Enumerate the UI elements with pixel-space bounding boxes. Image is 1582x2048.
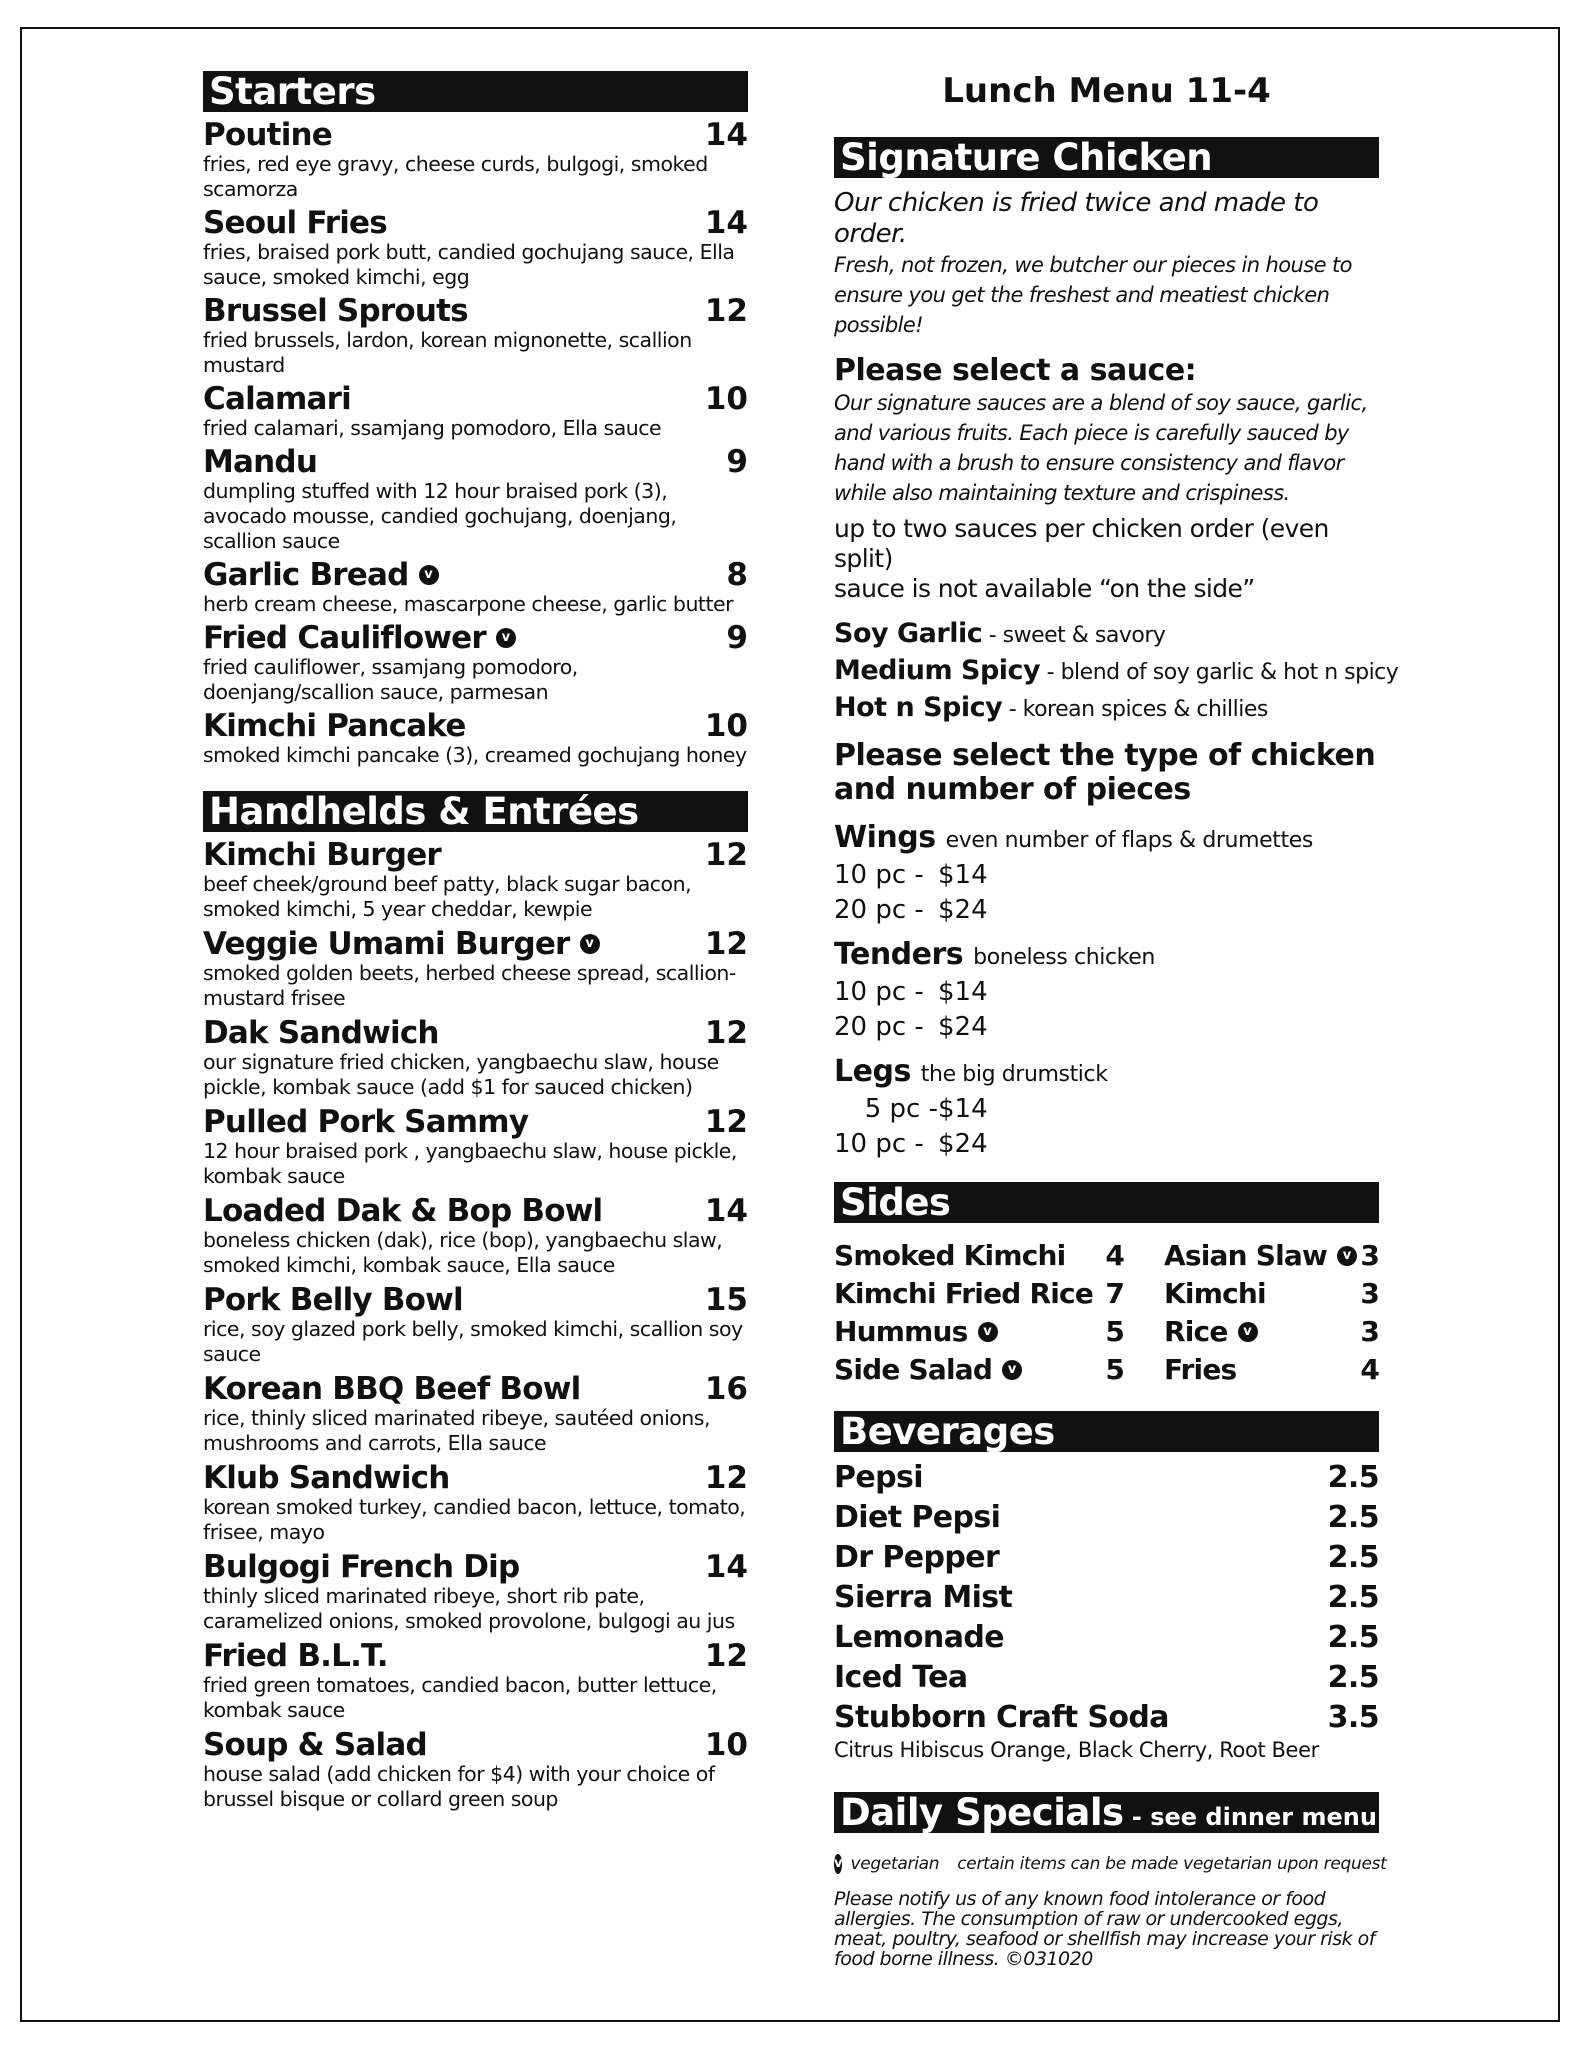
menu-item-name: [203, 1372, 748, 1406]
beverages-header: Beverages: [834, 1411, 1379, 1452]
menu-item: [203, 1105, 748, 1189]
menu-item-name: [203, 558, 748, 592]
menu-item-description: smoked golden beets, herbed cheese spread, scallion-mustard frisee: [203, 961, 736, 1010]
menu-item-description: dumpling stuffed with 12 hour braised pork (3), avocado mousse, candied gochujang, doenjang, scallion sauce: [203, 479, 677, 553]
piece-price: $14: [938, 1094, 988, 1124]
menu-item-description: rice, soy glazed pork belly, smoked kimchi, scallion soy sauce: [203, 1317, 743, 1366]
signature-intro-headline: Our chicken is fried twice and made to order.: [834, 188, 1319, 249]
daily-specials-title: Daily Specials: [840, 1792, 1124, 1833]
menu-item: [203, 1639, 748, 1723]
piece-option: [834, 1092, 1379, 1127]
beverage-item: [834, 1698, 1379, 1738]
chicken-type-heading: [834, 938, 1379, 975]
menu-item-name: [203, 838, 748, 872]
menu-item-description: fries, red eye gravy, cheese curds, bulgogi, smoked scamorza: [203, 152, 708, 201]
chicken-type: [834, 821, 1379, 928]
vegetarian-legend: [834, 1853, 1387, 1875]
menu-item-description: fries, braised pork butt, candied gochujang sauce, Ella sauce, smoked kimchi, egg: [203, 240, 735, 289]
sides-header: Sides: [834, 1182, 1379, 1223]
menu-item-price: 10: [704, 381, 748, 417]
vegetarian-icon: v: [834, 1854, 842, 1874]
side-item-name: Hummus: [834, 1315, 968, 1348]
menu-item-price: 14: [704, 205, 748, 241]
sauce-heading: Please select a sauce:: [834, 353, 1197, 388]
side-item-name: Smoked Kimchi: [834, 1239, 1066, 1272]
piece-count: 10 pc -: [834, 977, 924, 1007]
menu-item: [203, 1016, 748, 1100]
menu-item-price: 10: [704, 1727, 748, 1763]
menu-item-title: Veggie Umami Burger: [203, 926, 570, 962]
side-item-name: Fries: [1164, 1353, 1237, 1386]
menu-item-price: 9: [726, 620, 748, 656]
menu-item-price: 12: [704, 926, 748, 962]
menu-item-name: [203, 927, 748, 961]
menu-item-price: 14: [704, 1549, 748, 1585]
beverage-item: [834, 1538, 1379, 1578]
sauce-description: - blend of soy garlic & hot n spicy: [1040, 660, 1399, 685]
menu-item: [203, 927, 748, 1011]
beverage-price: 2.5: [1327, 1660, 1379, 1695]
menu-item-description: thinly sliced marinated ribeye, short rib pate, caramelized onions, smoked provolone, bulgogi au jus: [203, 1584, 735, 1633]
piece-option: [834, 858, 1379, 893]
menu-item: [203, 1728, 748, 1812]
beverages-list: [834, 1458, 1379, 1738]
piece-price: $24: [938, 1012, 988, 1042]
piece-option: [834, 893, 1379, 928]
menu-item-title: Mandu: [203, 444, 318, 480]
starters-header: Starters: [203, 71, 748, 112]
menu-item-title: Calamari: [203, 381, 351, 417]
side-item: [1134, 1351, 1379, 1389]
side-item-name: Side Salad: [834, 1353, 993, 1386]
menu-item-name: [203, 1283, 748, 1317]
menu-item: [203, 558, 748, 617]
side-item: [834, 1351, 1134, 1389]
sauce-description: Our signature sauces are a blend of soy sauce, garlic, and various fruits. Each piece is carefully sauced by hand with a brush to ensure consistency and flavor while also maintaining texture and crispiness.: [834, 391, 1368, 505]
menu-item-price: 16: [704, 1371, 748, 1407]
chicken-type-heading: [834, 1055, 1379, 1092]
chicken-type: [834, 1055, 1379, 1162]
menu-item-name: [203, 382, 748, 416]
side-item: [834, 1275, 1134, 1313]
sauce-name: Medium Spicy: [834, 655, 1041, 686]
piece-price: $14: [938, 977, 988, 1007]
menu-item-title: Kimchi Pancake: [203, 708, 466, 744]
sauce-list: [834, 616, 1399, 727]
piece-price: $24: [938, 1129, 988, 1159]
side-item: [1134, 1313, 1379, 1351]
sauce-description: - sweet & savory: [982, 623, 1166, 648]
menu-item-title: Kimchi Burger: [203, 837, 441, 873]
vegetarian-icon: v: [580, 934, 600, 954]
side-item-price: 4: [1105, 1239, 1124, 1272]
chicken-type-heading: Please select the type of chicken and number of pieces: [834, 738, 1376, 807]
menu-item: [203, 382, 748, 441]
menu-item-description: fried brussels, lardon, korean mignonette, scallion mustard: [203, 328, 692, 377]
side-item: [834, 1237, 1134, 1275]
menu-item: [203, 1283, 748, 1367]
sauce-note-split: up to two sauces per chicken order (even split): [834, 514, 1329, 573]
side-item-name: Kimchi: [1164, 1277, 1266, 1310]
menu-item-name: [203, 621, 748, 655]
menu-item-title: Garlic Bread: [203, 557, 409, 593]
menu-item-title: Soup & Salad: [203, 1727, 427, 1763]
chicken-type: [834, 938, 1379, 1045]
menu-item-title: Fried B.L.T.: [203, 1638, 388, 1674]
beverage-price: 2.5: [1327, 1540, 1379, 1575]
side-item-price: 3: [1360, 1239, 1379, 1272]
chicken-type-description: the big drumstick: [920, 1062, 1108, 1087]
side-item-price: 3: [1360, 1277, 1379, 1310]
beverage-item: [834, 1618, 1379, 1658]
menu-item-description: beef cheek/ground beef patty, black sugar bacon, smoked kimchi, 5 year cheddar, kewpie: [203, 872, 692, 921]
side-item-name: Rice: [1164, 1315, 1228, 1348]
piece-count: 10 pc -: [834, 1129, 924, 1159]
daily-specials-subtitle: - see dinner menu: [1123, 1803, 1377, 1831]
menu-item: [203, 1461, 748, 1545]
beverage-item: [834, 1578, 1379, 1618]
side-item-name: Asian Slaw: [1164, 1239, 1328, 1272]
side-item: [834, 1313, 1134, 1351]
beverage-name: Iced Tea: [834, 1660, 968, 1695]
vegetarian-note: certain items can be made vegetarian upon request: [957, 1854, 1387, 1874]
beverage-item: [834, 1498, 1379, 1538]
beverage-price: 2.5: [1327, 1460, 1379, 1495]
piece-count: 20 pc -: [834, 1012, 924, 1042]
menu-item: [203, 1194, 748, 1278]
menu-item: [203, 1372, 748, 1456]
piece-price: $14: [938, 860, 988, 890]
piece-count: 5 pc -: [864, 1094, 938, 1124]
menu-item-title: Bulgogi French Dip: [203, 1549, 520, 1585]
side-item: [1134, 1275, 1379, 1313]
menu-item-description: house salad (add chicken for $4) with your choice of brussel bisque or collard green soup: [203, 1762, 715, 1811]
vegetarian-icon: v: [496, 628, 516, 648]
menu-item-price: 10: [704, 708, 748, 744]
menu-item: [203, 1550, 748, 1634]
menu-item-description: smoked kimchi pancake (3), creamed gochujang honey: [203, 743, 747, 767]
beverage-name: Lemonade: [834, 1620, 1004, 1655]
beverage-item: [834, 1458, 1379, 1498]
menu-item-price: 12: [704, 1015, 748, 1051]
side-item-price: 7: [1105, 1277, 1124, 1310]
menu-item-name: [203, 1461, 748, 1495]
menu-item-name: [203, 1194, 748, 1228]
menu-item-name: [203, 1550, 748, 1584]
menu-item-description: fried green tomatoes, candied bacon, butter lettuce, kombak sauce: [203, 1673, 717, 1722]
piece-option: [834, 1010, 1379, 1045]
menu-item-name: [203, 709, 748, 743]
menu-item-description: boneless chicken (dak), rice (bop), yangbaechu slaw, smoked kimchi, kombak sauce, Ella sauce: [203, 1228, 723, 1277]
beverage-name: Diet Pepsi: [834, 1500, 1001, 1535]
daily-specials-header: [834, 1792, 1379, 1833]
vegetarian-icon: v: [1002, 1360, 1022, 1380]
menu-item-title: Dak Sandwich: [203, 1015, 439, 1051]
sauce-name: Hot n Spicy: [834, 692, 1003, 723]
chicken-type-heading: [834, 821, 1379, 858]
chicken-type-description: boneless chicken: [973, 945, 1155, 970]
piece-option: [834, 975, 1379, 1010]
piece-count: 10 pc -: [834, 860, 924, 890]
menu-item: [203, 294, 748, 378]
side-item-price: 3: [1360, 1315, 1379, 1348]
menu-item-name: [203, 294, 748, 328]
side-item-price: 5: [1105, 1315, 1124, 1348]
menu-item-name: [203, 1016, 748, 1050]
signature-intro-text: Fresh, not frozen, we butcher our pieces in house to ensure you get the freshest and meatiest chicken possible!: [834, 253, 1352, 337]
beverage-price: 3.5: [1327, 1700, 1379, 1735]
menu-item-description: fried calamari, ssamjang pomodoro, Ella sauce: [203, 416, 662, 440]
menu-item-title: Klub Sandwich: [203, 1460, 450, 1496]
menu-item-title: Fried Cauliflower: [203, 620, 486, 656]
beverage-price: 2.5: [1327, 1500, 1379, 1535]
menu-item-price: 8: [726, 557, 748, 593]
menu-item-description: korean smoked turkey, candied bacon, lettuce, tomato, frisee, mayo: [203, 1495, 746, 1544]
menu-item-name: [203, 1728, 748, 1762]
menu-item-title: Seoul Fries: [203, 205, 387, 241]
menu-item: [203, 206, 748, 290]
side-item-price: 4: [1360, 1353, 1379, 1386]
side-item-price: 5: [1105, 1353, 1124, 1386]
menu-item-description: our signature fried chicken, yangbaechu slaw, house pickle, kombak sauce (add $1 for sauced chicken): [203, 1050, 719, 1099]
right-column: [834, 71, 1399, 1970]
lunch-menu-title: Lunch Menu 11-4: [942, 71, 1271, 111]
menu-item-price: 12: [704, 1104, 748, 1140]
menu-item-title: Poutine: [203, 117, 333, 153]
menu-item-title: Korean BBQ Beef Bowl: [203, 1371, 581, 1407]
sides-left-column: [834, 1237, 1134, 1389]
signature-chicken-header: Signature Chicken: [834, 137, 1379, 178]
menu-item-description: fried cauliflower, ssamjang pomodoro, doenjang/scallion sauce, parmesan: [203, 655, 578, 704]
left-column: [203, 71, 748, 1812]
handhelds-header: Handhelds & Entrées: [203, 791, 748, 832]
beverage-name: Sierra Mist: [834, 1580, 1013, 1615]
beverage-name: Stubborn Craft Soda: [834, 1700, 1169, 1735]
menu-item: [203, 445, 748, 554]
sides-grid: [834, 1237, 1379, 1389]
sides-right-column: [1134, 1237, 1379, 1389]
menu-item-price: 12: [704, 293, 748, 329]
sauce-description: - korean spices & chillies: [1002, 697, 1268, 722]
vegetarian-label: vegetarian: [850, 1854, 940, 1874]
menu-item-title: Loaded Dak & Bop Bowl: [203, 1193, 603, 1229]
menu-item: [203, 621, 748, 705]
menu-item-price: 14: [704, 117, 748, 153]
menu-item-price: 14: [704, 1193, 748, 1229]
chicken-type-list: [834, 821, 1379, 1162]
menu-item: [203, 838, 748, 922]
beverage-price: 2.5: [1327, 1580, 1379, 1615]
beverage-price: 2.5: [1327, 1620, 1379, 1655]
sauce-option: [834, 690, 1379, 727]
side-item: [1134, 1237, 1379, 1275]
piece-option: [834, 1127, 1379, 1162]
menu-item-description: herb cream cheese, mascarpone cheese, garlic butter: [203, 592, 734, 616]
vegetarian-icon: v: [1337, 1246, 1357, 1266]
beverage-name: Pepsi: [834, 1460, 923, 1495]
menu-item-title: Brussel Sprouts: [203, 293, 468, 329]
menu-item-name: [203, 445, 748, 479]
chicken-type-name: Wings: [834, 820, 936, 855]
menu-item-name: [203, 1639, 748, 1673]
menu-item-name: [203, 1105, 748, 1139]
chicken-type-name: Legs: [834, 1054, 911, 1089]
piece-count: 20 pc -: [834, 895, 924, 925]
beverage-name: Dr Pepper: [834, 1540, 1000, 1575]
sauce-name: Soy Garlic: [834, 618, 983, 649]
sauce-option: [834, 653, 1399, 690]
vegetarian-icon: v: [978, 1322, 998, 1342]
starters-list: [203, 118, 748, 768]
piece-price: $24: [938, 895, 988, 925]
allergy-notice: Please notify us of any known food intolerance or food allergies. The consumption of raw or undercooked eggs, meat, poultry, seafood or shellfish may increase your risk of food borne illness. ©031020: [834, 1888, 1375, 1970]
vegetarian-icon: v: [1238, 1322, 1258, 1342]
menu-item-price: 9: [726, 444, 748, 480]
side-item-name: Kimchi Fried Rice: [834, 1277, 1094, 1310]
menu-item-title: Pulled Pork Sammy: [203, 1104, 529, 1140]
chicken-type-name: Tenders: [834, 937, 964, 972]
menu-item: [203, 118, 748, 202]
sauce-option: [834, 616, 1379, 653]
sauce-note-side: sauce is not available “on the side”: [834, 574, 1255, 603]
menu-item-price: 15: [704, 1282, 748, 1318]
menu-item-name: [203, 206, 748, 240]
menu-item-price: 12: [704, 837, 748, 873]
menu-item: [203, 709, 748, 768]
menu-item-price: 12: [704, 1638, 748, 1674]
menu-item-name: [203, 118, 748, 152]
menu-item-price: 12: [704, 1460, 748, 1496]
beverage-item: [834, 1658, 1379, 1698]
chicken-type-description: even number of flaps & drumettes: [945, 828, 1313, 853]
menu-item-description: rice, thinly sliced marinated ribeye, sautéed onions, mushrooms and carrots, Ella sauce: [203, 1406, 710, 1455]
vegetarian-icon: v: [419, 565, 439, 585]
menu-item-title: Pork Belly Bowl: [203, 1282, 463, 1318]
craft-soda-flavors: Citrus Hibiscus Orange, Black Cherry, Root Beer: [834, 1738, 1319, 1762]
handhelds-list: [203, 838, 748, 1812]
menu-item-description: 12 hour braised pork , yangbaechu slaw, house pickle, kombak sauce: [203, 1139, 737, 1188]
